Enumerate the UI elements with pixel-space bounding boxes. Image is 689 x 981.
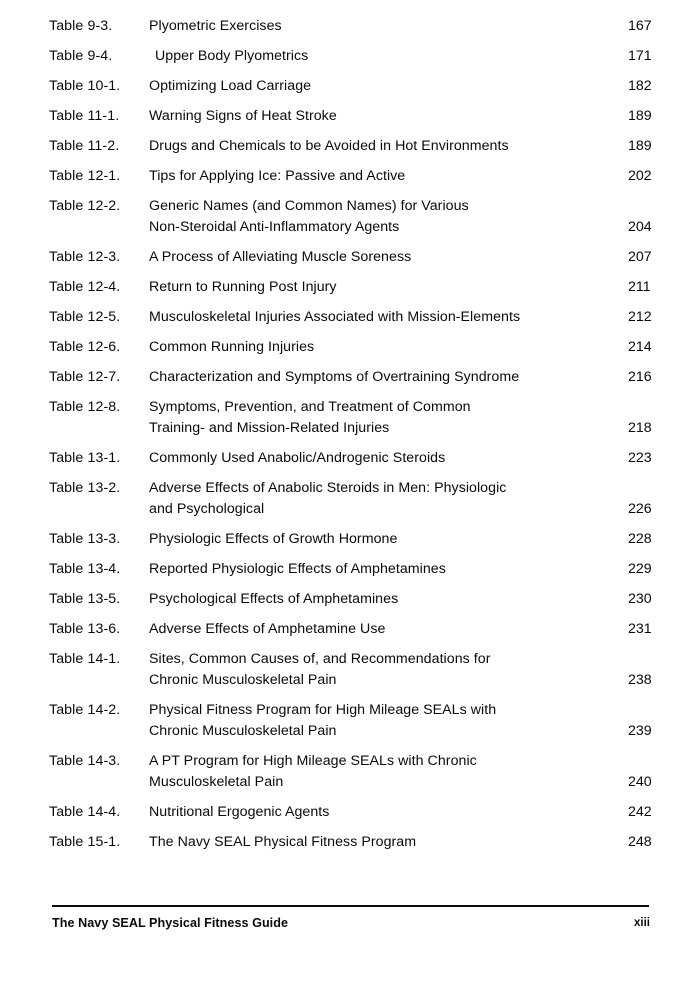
entry-page-number: 214 [628,339,652,355]
entry-title [149,559,619,580]
table-of-contents-entry[interactable] [0,751,689,802]
entry-page-number: 211 [628,279,651,295]
table-of-contents-entry[interactable] [0,247,689,277]
entry-title-line: Return to Running Post Injury [149,279,337,295]
entry-title-line: Chronic Musculoskeletal Pain [149,723,337,739]
entry-table-label: Table 13-1. [49,450,121,466]
table-of-contents-entry[interactable] [0,106,689,136]
entry-title [149,166,619,187]
entry-title [149,16,619,37]
list-of-tables [0,16,689,862]
table-of-contents-entry[interactable] [0,832,689,862]
entry-title-line: Physiologic Effects of Growth Hormone [149,531,398,547]
entry-title [149,478,619,520]
entry-title-line: Generic Names (and Common Names) for Various [149,198,469,214]
entry-title-line: Sites, Common Causes of, and Recommendations for [149,651,491,667]
entry-table-label: Table 13-6. [49,621,121,637]
entry-table-label: Table 15-1. [49,834,121,850]
entry-table-label: Table 11-1. [49,108,120,124]
entry-table-label: Table 12-6. [49,339,121,355]
entry-title [149,196,619,238]
entry-table-label: Table 12-3. [49,249,121,265]
entry-title [149,367,619,388]
table-of-contents-entry[interactable] [0,166,689,196]
entry-title [149,106,619,127]
table-of-contents-entry[interactable] [0,649,689,700]
entry-title-line: and Psychological [149,501,265,517]
entry-title-line: Adverse Effects of Anabolic Steroids in Men: Physiologic [149,480,507,496]
page-footer [0,914,689,936]
entry-title-line: Plyometric Exercises [149,18,282,34]
entry-title-line: Upper Body Plyometrics [155,48,309,64]
table-of-contents-entry[interactable] [0,619,689,649]
entry-page-number: 207 [628,249,652,265]
entry-title-line: Tips for Applying Ice: Passive and Active [149,168,406,184]
entry-page-number: 204 [628,219,652,235]
entry-title-line: Physical Fitness Program for High Mileage SEALs with [149,702,497,718]
entry-page-number: 182 [628,78,652,94]
table-of-contents-entry[interactable] [0,76,689,106]
entry-table-label: Table 14-4. [49,804,121,820]
table-of-contents-entry[interactable] [0,136,689,166]
entry-table-label: Table 9-4. [49,48,113,64]
entry-title-line: Common Running Injuries [149,339,315,355]
entry-title-line: A PT Program for High Mileage SEALs with Chronic [149,753,477,769]
entry-page-number: 229 [628,561,652,577]
entry-title [149,247,619,268]
entry-title [149,277,619,298]
entry-table-label: Table 14-1. [49,651,121,667]
entry-page-number: 202 [628,168,652,184]
entry-title-line: Musculoskeletal Pain [149,774,284,790]
entry-title [149,76,619,97]
entry-page-number: 231 [628,621,652,637]
entry-title [149,649,619,691]
entry-title [149,397,619,439]
entry-table-label: Table 11-2. [49,138,120,154]
entry-title [149,136,619,157]
table-of-contents-entry[interactable] [0,46,689,76]
entry-title [149,448,619,469]
entry-page-number: 189 [628,108,652,124]
entry-page-number: 228 [628,531,652,547]
table-of-contents-entry[interactable] [0,478,689,529]
footer-page-number: xiii [634,917,650,929]
entry-title [149,832,619,853]
table-of-contents-entry[interactable] [0,397,689,448]
entry-title [149,589,619,610]
entry-title [155,46,625,67]
entry-page-number: 212 [628,309,652,325]
footer-document-title: The Navy SEAL Physical Fitness Guide [52,916,289,930]
entry-title-line: Drugs and Chemicals to be Avoided in Hot Environments [149,138,509,154]
entry-page-number: 223 [628,450,652,466]
entry-title-line: Nutritional Ergogenic Agents [149,804,330,820]
entry-title-line: The Navy SEAL Physical Fitness Program [149,834,417,850]
table-of-contents-entry[interactable] [0,277,689,307]
entry-title-line: A Process of Alleviating Muscle Soreness [149,249,412,265]
entry-title-line: Psychological Effects of Amphetamines [149,591,399,607]
entry-page-number: 239 [628,723,652,739]
entry-title-line: Training- and Mission-Related Injuries [149,420,390,436]
entry-table-label: Table 12-1. [49,168,121,184]
entry-title-line: Musculoskeletal Injuries Associated with Mission-Elements [149,309,521,325]
entry-title-line: Warning Signs of Heat Stroke [149,108,337,124]
entry-page-number: 238 [628,672,652,688]
entry-title-line: Adverse Effects of Amphetamine Use [149,621,386,637]
table-of-contents-entry[interactable] [0,337,689,367]
table-of-contents-entry[interactable] [0,802,689,832]
entry-title [149,529,619,550]
table-of-contents-entry[interactable] [0,16,689,46]
table-of-contents-entry[interactable] [0,559,689,589]
entry-title-line: Reported Physiologic Effects of Amphetamines [149,561,446,577]
entry-title [149,307,619,328]
entry-page-number: 216 [628,369,652,385]
entry-page-number: 240 [628,774,652,790]
entry-title-line: Optimizing Load Carriage [149,78,312,94]
table-of-contents-entry[interactable] [0,367,689,397]
entry-table-label: Table 12-4. [49,279,121,295]
entry-page-number: 189 [628,138,652,154]
entry-title [149,337,619,358]
entry-table-label: Table 12-8. [49,399,121,415]
entry-table-label: Table 13-2. [49,480,121,496]
footer-divider [52,905,649,907]
entry-table-label: Table 14-3. [49,753,121,769]
table-of-contents-entry[interactable] [0,196,689,247]
entry-page-number: 167 [628,18,652,34]
entry-title-line: Non-Steroidal Anti-Inflammatory Agents [149,219,400,235]
entry-title [149,619,619,640]
table-of-contents-entry[interactable] [0,700,689,751]
entry-page-number: 242 [628,804,652,820]
entry-title-line: Commonly Used Anabolic/Androgenic Steroids [149,450,446,466]
entry-table-label: Table 9-3. [49,18,113,34]
entry-title-line: Symptoms, Prevention, and Treatment of Common [149,399,471,415]
entry-title [149,700,619,742]
entry-table-label: Table 12-5. [49,309,121,325]
entry-table-label: Table 12-7. [49,369,121,385]
entry-title-line: Chronic Musculoskeletal Pain [149,672,337,688]
entry-page-number: 218 [628,420,652,436]
entry-title [149,751,619,793]
table-of-contents-entry[interactable] [0,529,689,559]
entry-title [149,802,619,823]
entry-table-label: Table 13-3. [49,531,121,547]
entry-page-number: 248 [628,834,652,850]
entry-table-label: Table 13-4. [49,561,121,577]
entry-table-label: Table 10-1. [49,78,121,94]
entry-page-number: 226 [628,501,652,517]
entry-table-label: Table 13-5. [49,591,121,607]
entry-page-number: 230 [628,591,652,607]
entry-table-label: Table 12-2. [49,198,121,214]
entry-title-line: Characterization and Symptoms of Overtraining Syndrome [149,369,520,385]
entry-page-number: 171 [628,48,652,64]
table-of-contents-entry[interactable] [0,448,689,478]
table-of-contents-entry[interactable] [0,307,689,337]
entry-table-label: Table 14-2. [49,702,121,718]
table-of-contents-entry[interactable] [0,589,689,619]
